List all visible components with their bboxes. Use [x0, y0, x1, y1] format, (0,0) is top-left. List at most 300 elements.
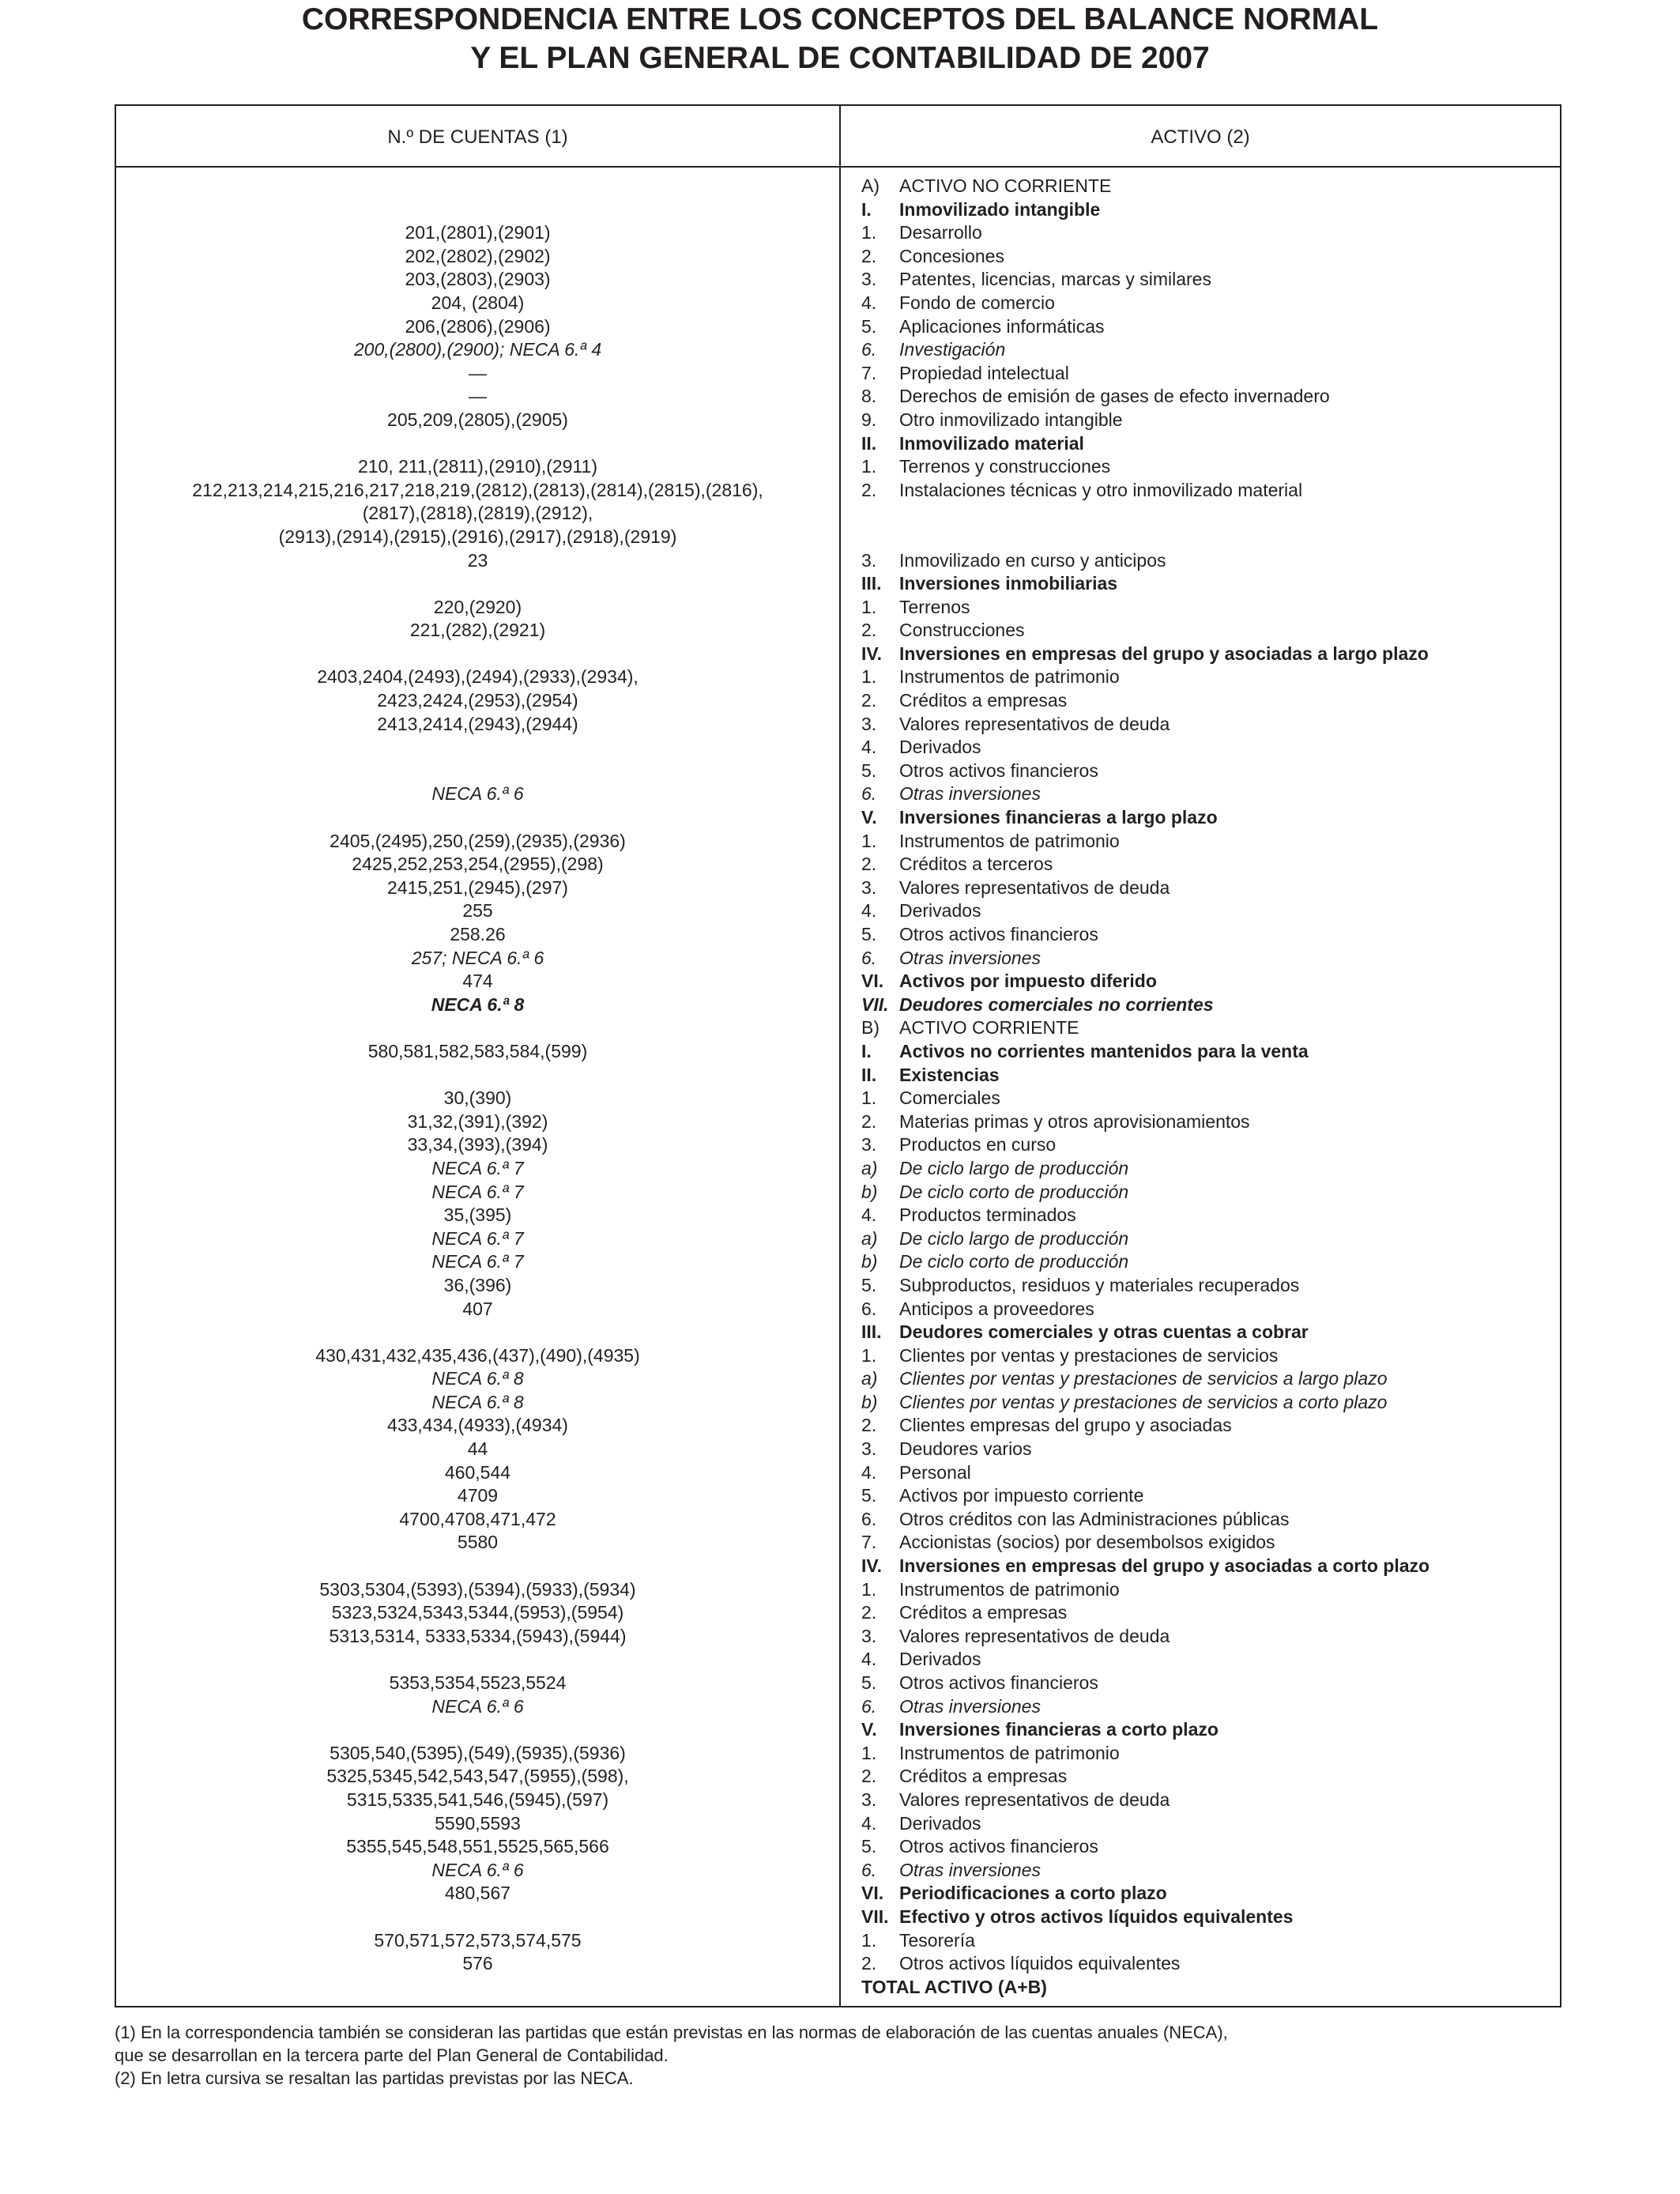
activo-item-number: 1.	[861, 1088, 877, 1109]
activo-item	[861, 1250, 1549, 1274]
footnote-1-line-1: (1) En la correspondencia también se consideran las partidas que están previstas en las normas de elaboración de las cuentas anuales (NECA),	[115, 2022, 1228, 2042]
activo-item-label: Activos por impuesto diferido	[899, 971, 1157, 992]
activo-item-label: Activos no corrientes mantenidos para la venta	[899, 1040, 1309, 1061]
activo-item	[861, 409, 1549, 432]
activo-item	[861, 665, 1549, 689]
activo-item-number: 6.	[861, 1859, 877, 1880]
activo-item	[861, 1181, 1549, 1204]
account-cell	[116, 198, 839, 222]
activo-item	[861, 479, 1549, 503]
account-cell	[116, 175, 839, 198]
activo-item-number: 3.	[861, 1625, 877, 1646]
activo-item	[861, 268, 1549, 292]
activo-item-label: Créditos a empresas	[899, 690, 1068, 711]
activo-item-number: 1.	[861, 596, 877, 617]
activo-item-number: VII.	[861, 993, 889, 1015]
activo-item-number: 5.	[861, 1274, 877, 1295]
account-cell: 4700,4708,471,472	[399, 1508, 556, 1529]
account-cell: 258.26	[450, 924, 506, 944]
account-cell	[116, 1016, 839, 1040]
activo-item	[861, 432, 1549, 456]
account-cell: —	[469, 362, 487, 383]
activo-item	[861, 245, 1549, 269]
activo-item	[861, 362, 1549, 386]
account-cell: NECA 6.ª 7	[431, 1251, 524, 1272]
activo-item-label: Derivados	[899, 900, 981, 922]
activo-item-number: V.	[861, 807, 877, 828]
activo-item	[861, 1274, 1549, 1298]
activo-item	[861, 1555, 1549, 1578]
activo-item-number: 1.	[861, 1742, 877, 1763]
account-cell: —	[469, 386, 487, 407]
account-cell	[116, 1321, 839, 1344]
activo-item-label: Accionistas (socios) por desembolsos exigidos	[899, 1532, 1275, 1553]
activo-item-label: Otros activos financieros	[899, 1672, 1098, 1693]
activo-item-number: 4.	[861, 1649, 877, 1670]
activo-item-number: IV.	[861, 1555, 883, 1577]
account-cell: 210, 211,(2811),(2910),(2911)	[357, 456, 598, 477]
activo-item-number: I.	[861, 198, 872, 220]
account-cell: 460,544	[444, 1461, 511, 1483]
activo-item	[861, 736, 1549, 760]
account-cell: 5303,5304,(5393),(5394),(5933),(5934)	[319, 1578, 636, 1600]
activo-item-number: 1.	[861, 1344, 877, 1366]
activo-item	[861, 713, 1549, 737]
activo-item-label: Activos por impuesto corriente	[899, 1485, 1144, 1506]
activo-item-number: 1.	[861, 456, 877, 477]
activo-item-number: 2.	[861, 1766, 877, 1787]
account-cell: 5323,5324,5343,5344,(5953),(5954)	[331, 1602, 624, 1623]
activo-item-label: ACTIVO NO CORRIENTE	[899, 175, 1112, 196]
activo-item-number: IV.	[861, 643, 883, 664]
activo-item	[861, 596, 1549, 620]
account-cell: NECA 6.ª 7	[431, 1227, 524, 1249]
activo-item	[861, 198, 1549, 222]
activo-item-number: 2.	[861, 620, 877, 641]
activo-item	[861, 1952, 1549, 1976]
activo-item	[861, 1672, 1549, 1695]
activo-item-label: Materias primas y otros aprovisionamientos	[899, 1110, 1250, 1132]
account-cell: 221,(282),(2921)	[409, 620, 546, 641]
activo-item-label: De ciclo largo de producción	[899, 1227, 1129, 1249]
activo-item-number: 2.	[861, 1602, 877, 1623]
account-cell: 5315,5335,541,546,(5945),(597)	[346, 1789, 609, 1810]
activo-item	[861, 1508, 1549, 1532]
activo-item-label: Terrenos	[899, 596, 970, 617]
activo-item-number: 3.	[861, 876, 877, 898]
activo-item	[861, 1789, 1549, 1812]
activo-item-number: 4.	[861, 1204, 877, 1226]
activo-item-label: Instrumentos de patrimonio	[899, 1742, 1120, 1763]
activo-item	[861, 782, 1549, 806]
activo-item-number: 6.	[861, 783, 877, 805]
activo-item	[861, 643, 1549, 666]
activo-item-label: Clientes empresas del grupo y asociadas	[899, 1415, 1232, 1436]
account-cell: 205,209,(2805),(2905)	[387, 409, 568, 430]
account-cell	[116, 1064, 839, 1088]
activo-item-number: 3.	[861, 713, 877, 734]
account-cell: 5353,5354,5523,5524	[389, 1672, 567, 1693]
account-cell: NECA 6.ª 7	[431, 1181, 524, 1202]
activo-item-number: A)	[861, 175, 880, 196]
activo-item-label: Otros activos financieros	[899, 760, 1098, 781]
activo-item-label: Inversiones inmobiliarias	[899, 573, 1118, 594]
activo-item-label: De ciclo corto de producción	[899, 1251, 1129, 1272]
account-cell: 33,34,(393),(394)	[407, 1134, 548, 1155]
activo-item-number: I.	[861, 1040, 872, 1061]
activo-item-label: ACTIVO CORRIENTE	[899, 1017, 1079, 1039]
activo-item-label: Clientes por ventas y prestaciones de servicios a largo plazo	[899, 1368, 1388, 1389]
activo-item-number: b)	[861, 1181, 878, 1202]
activo-item-number: 3.	[861, 1789, 877, 1810]
activo-item-number: 5.	[861, 1836, 877, 1857]
activo-item-label: Otros activos financieros	[899, 1836, 1098, 1857]
account-cell	[116, 806, 839, 830]
activo-item-label: Periodificaciones a corto plazo	[899, 1883, 1167, 1904]
account-cell: 204, (2804)	[431, 292, 525, 313]
activo-item-number: 1.	[861, 1578, 877, 1600]
activo-item-number: 4.	[861, 737, 877, 758]
account-cell	[116, 1906, 839, 1929]
account-cell	[116, 572, 839, 596]
activo-item-label: Derivados	[899, 1812, 981, 1834]
activo-item-label: Comerciales	[899, 1088, 1000, 1109]
account-cell: 430,431,432,435,436,(437),(490),(4935)	[315, 1344, 640, 1366]
account-cell: 202,(2802),(2902)	[405, 245, 551, 266]
title-line-2: Y EL PLAN GENERAL DE CONTABILIDAD DE 2007	[470, 41, 1210, 75]
activo-item-number: 6.	[861, 947, 877, 968]
account-cell: 5313,5314, 5333,5334,(5943),(5944)	[329, 1625, 627, 1646]
account-cell: 220,(2920)	[433, 596, 522, 617]
activo-item-number: 2.	[861, 245, 877, 266]
activo-item	[861, 338, 1549, 362]
account-cell: NECA 6.ª 8	[431, 993, 525, 1015]
activo-item	[861, 853, 1549, 876]
activo-item	[861, 1882, 1549, 1906]
activo-item	[861, 1484, 1549, 1508]
activo-item-label: Inversiones financieras a corto plazo	[899, 1719, 1219, 1740]
activo-item-label: Existencias	[899, 1064, 1000, 1085]
account-cell: 206,(2806),(2906)	[405, 315, 551, 337]
activo-item	[861, 1906, 1549, 1929]
header-activo: ACTIVO (2)	[1151, 126, 1250, 148]
account-cell: NECA 6.ª 6	[431, 1695, 524, 1717]
activo-item	[861, 526, 1549, 549]
activo-item	[861, 1461, 1549, 1485]
account-cell: 474	[462, 971, 493, 992]
activo-item-label: Deudores comerciales y otras cuentas a cobrar	[899, 1321, 1309, 1343]
activo-item	[861, 1718, 1549, 1742]
activo-item-label: Créditos a empresas	[899, 1766, 1068, 1787]
activo-item	[861, 619, 1549, 643]
account-cell	[116, 432, 839, 456]
activo-item-label: Derivados	[899, 737, 981, 758]
account-cell: (2913),(2914),(2915),(2916),(2917),(2918),(2919)	[278, 526, 677, 547]
activo-item-label: Instrumentos de patrimonio	[899, 666, 1120, 688]
activo-item	[861, 315, 1549, 339]
account-cell: 2423,2424,(2953),(2954)	[377, 690, 578, 711]
activo-item-number: a)	[861, 1157, 878, 1178]
account-cell: 35,(395)	[443, 1204, 512, 1226]
account-cell: NECA 6.ª 6	[431, 1859, 524, 1880]
activo-item	[861, 549, 1549, 573]
activo-item-number: 7.	[861, 1532, 877, 1553]
activo-item-label: Deudores varios	[899, 1438, 1032, 1460]
activo-item-number: VI.	[861, 1883, 884, 1904]
activo-item-label: Tesorería	[899, 1929, 975, 1951]
activo-item-number: II.	[861, 432, 877, 454]
activo-item-label: Derivados	[899, 1649, 981, 1670]
account-cell: 203,(2803),(2903)	[405, 269, 551, 290]
activo-item	[861, 1298, 1549, 1321]
account-cell: 2405,(2495),250,(259),(2935),(2936)	[330, 830, 626, 851]
activo-item-number: 9.	[861, 409, 877, 430]
activo-item	[861, 923, 1549, 947]
activo-item-number: b)	[861, 1391, 878, 1412]
activo-item	[861, 1087, 1549, 1110]
activo-item-label: Inversiones en empresas del grupo y asociadas a corto plazo	[899, 1555, 1430, 1577]
account-cell: 255	[462, 900, 493, 922]
correspondence-table	[115, 104, 1561, 2007]
activo-item	[861, 1578, 1549, 1602]
activo-item-label: Clientes por ventas y prestaciones de servicios a corto plazo	[899, 1391, 1388, 1412]
activo-item	[861, 1157, 1549, 1181]
activo-item-label: Inmovilizado en curso y anticipos	[899, 549, 1166, 571]
account-cell: 576	[462, 1953, 493, 1974]
activo-item	[861, 1601, 1549, 1625]
account-cell	[116, 643, 839, 666]
activo-item	[861, 572, 1549, 596]
account-cell: 30,(390)	[443, 1088, 512, 1109]
account-cell: 5580	[457, 1532, 499, 1553]
activo-item-number: 4.	[861, 1812, 877, 1834]
account-cell	[116, 736, 839, 760]
header-accounts: N.º DE CUENTAS (1)	[387, 126, 568, 148]
account-cell: 200,(2800),(2900); NECA 6.ª 4	[353, 339, 602, 360]
activo-item-number: 3.	[861, 1134, 877, 1155]
account-cell: 212,213,214,215,216,217,218,219,(2812),(2813),(2814),(2815),(2816),	[192, 479, 763, 500]
activo-item-number: 3.	[861, 269, 877, 290]
activo-item	[861, 970, 1549, 993]
account-cell: 580,581,582,583,584,(599)	[367, 1040, 588, 1061]
activo-item-number: 7.	[861, 362, 877, 383]
account-cell: 44	[467, 1438, 488, 1460]
activo-item-number: 5.	[861, 924, 877, 944]
account-cell: NECA 6.ª 7	[431, 1157, 524, 1178]
activo-item-label: Investigación	[899, 339, 1006, 360]
activo-item-label: Productos terminados	[899, 1204, 1076, 1226]
account-cell: 433,434,(4933),(4934)	[387, 1415, 568, 1436]
activo-item-number: 5.	[861, 1485, 877, 1506]
activo-item-number: VII.	[861, 1906, 889, 1927]
activo-item-label: Otro inmovilizado intangible	[899, 409, 1123, 430]
activo-item	[861, 1625, 1549, 1649]
account-cell: 5355,545,548,551,5525,565,566	[346, 1836, 609, 1857]
activo-item-label: Valores representativos de deuda	[899, 1789, 1170, 1810]
activo-item-label: Inversiones financieras a largo plazo	[899, 807, 1218, 828]
activo-item-label: Desarrollo	[899, 222, 982, 243]
activo-item-number: VI.	[861, 971, 884, 992]
activo-item-label: Créditos a terceros	[899, 854, 1053, 875]
activo-item	[861, 1765, 1549, 1789]
activo-item-label: Derechos de emisión de gases de efecto invernadero	[899, 386, 1330, 407]
activo-item-number: II.	[861, 1064, 877, 1085]
activo-item	[861, 292, 1549, 315]
activo-item-number: 2.	[861, 690, 877, 711]
activo-item-number: 1.	[861, 830, 877, 851]
activo-item	[861, 1110, 1549, 1134]
header-divider	[116, 166, 1560, 168]
activo-item-label: De ciclo corto de producción	[899, 1181, 1129, 1202]
activo-item	[861, 1133, 1549, 1157]
account-cell: NECA 6.ª 8	[431, 1391, 524, 1412]
account-cell: 480,567	[444, 1883, 511, 1904]
activo-item-label: Subproductos, residuos y materiales recuperados	[899, 1274, 1300, 1295]
activo-item-label: De ciclo largo de producción	[899, 1157, 1129, 1178]
activo-item-label: Inmovilizado intangible	[899, 198, 1101, 220]
activo-item-number: a)	[861, 1368, 878, 1389]
activo-item-number: 4.	[861, 292, 877, 313]
account-cell: 2403,2404,(2493),(2494),(2933),(2934),	[317, 666, 638, 688]
activo-item	[861, 830, 1549, 854]
column-divider	[839, 106, 841, 2006]
activo-item-label: Propiedad intelectual	[899, 362, 1069, 383]
account-cell: 2425,252,253,254,(2955),(298)	[352, 854, 604, 875]
account-cell: NECA 6.ª 8	[431, 1368, 524, 1389]
account-cell: 407	[462, 1298, 493, 1319]
activo-item-label: Anticipos a proveedores	[899, 1298, 1094, 1319]
activo-item-label: Productos en curso	[899, 1134, 1057, 1155]
account-cell: 5590,5593	[435, 1812, 521, 1834]
activo-item	[861, 1812, 1549, 1836]
activo-item-number: 2.	[861, 1953, 877, 1974]
activo-item-number: a)	[861, 1227, 878, 1249]
activo-item	[861, 1695, 1549, 1719]
activo-item	[861, 806, 1549, 830]
activo-item-label: Concesiones	[899, 245, 1004, 266]
activo-item-label: Otras inversiones	[899, 783, 1041, 805]
account-cell: (2817),(2818),(2819),(2912),	[362, 503, 593, 524]
account-cell: 257; NECA 6.ª 6	[411, 947, 544, 968]
account-cell: 570,571,572,573,574,575	[374, 1929, 582, 1951]
activo-item	[861, 760, 1549, 783]
activo-item-label: Patentes, licencias, marcas y similares	[899, 269, 1211, 290]
activo-item	[861, 1976, 1549, 2000]
activo-item-number: III.	[861, 1321, 882, 1343]
accounts-column	[116, 175, 839, 1999]
activo-item	[861, 1016, 1549, 1040]
activo-item	[861, 1438, 1549, 1461]
title-line-1: CORRESPONDENCIA ENTRE LOS CONCEPTOS DEL BALANCE NORMAL	[301, 2, 1379, 36]
activo-item-label: TOTAL ACTIVO (A+B)	[861, 1976, 1047, 1997]
activo-item-number: 5.	[861, 1672, 877, 1693]
activo-item	[861, 1064, 1549, 1088]
activo-item-label: Fondo de comercio	[899, 292, 1055, 313]
activo-item	[861, 502, 1549, 526]
footnotes	[115, 2021, 1228, 2090]
account-cell: NECA 6.ª 6	[431, 783, 524, 805]
activo-item-number: b)	[861, 1251, 878, 1272]
activo-item	[861, 1531, 1549, 1555]
activo-item-number: B)	[861, 1017, 880, 1039]
account-cell	[116, 1976, 839, 2000]
account-cell: 2415,251,(2945),(297)	[387, 876, 568, 898]
activo-item	[861, 947, 1549, 971]
account-cell: 4709	[457, 1485, 499, 1506]
activo-item-label: Terrenos y construcciones	[899, 456, 1111, 477]
activo-item	[861, 1344, 1549, 1368]
account-cell	[116, 1718, 839, 1742]
page-title	[0, 0, 1680, 77]
activo-item	[861, 876, 1549, 900]
activo-item-number: 2.	[861, 1415, 877, 1436]
activo-item-label: Instrumentos de patrimonio	[899, 1578, 1120, 1600]
activo-item	[861, 1367, 1549, 1391]
activo-item-label: Inmovilizado material	[899, 432, 1084, 454]
activo-item-number: 3.	[861, 1438, 877, 1460]
account-cell: 201,(2801),(2901)	[405, 222, 551, 243]
activo-item-label: Personal	[899, 1461, 971, 1483]
activo-item-label: Otros activos financieros	[899, 924, 1098, 944]
activo-item-number: 5.	[861, 315, 877, 337]
activo-item	[861, 1648, 1549, 1672]
activo-item	[861, 1391, 1549, 1415]
account-cell	[116, 760, 839, 783]
activo-item-label: Valores representativos de deuda	[899, 876, 1170, 898]
activo-item-label: Otras inversiones	[899, 947, 1041, 968]
footnote-1-line-2: que se desarrollan en la tercera parte del Plan General de Contabilidad.	[115, 2045, 669, 2065]
activo-item	[861, 1321, 1549, 1344]
activo-item-label: Inversiones en empresas del grupo y asociadas a largo plazo	[899, 643, 1429, 664]
activo-item-label: Aplicaciones informáticas	[899, 315, 1105, 337]
activo-item-number: 4.	[861, 900, 877, 922]
account-cell: 5325,5345,542,543,547,(5955),(598),	[326, 1766, 629, 1787]
activo-item	[861, 1227, 1549, 1251]
activo-item-label: Otras inversiones	[899, 1695, 1041, 1717]
activo-item-label: Valores representativos de deuda	[899, 1625, 1170, 1646]
activo-item-label: Clientes por ventas y prestaciones de servicios	[899, 1344, 1279, 1366]
activo-item	[861, 1414, 1549, 1438]
activo-item-number: 3.	[861, 549, 877, 571]
activo-item-label: Otras inversiones	[899, 1859, 1041, 1880]
activo-item-label: Otros créditos con las Administraciones públicas	[899, 1508, 1290, 1529]
activo-item	[861, 993, 1549, 1017]
footnote-2: (2) En letra cursiva se resaltan las partidas previstas por las NECA.	[115, 2068, 634, 2088]
activo-item	[861, 1835, 1549, 1859]
activo-item-number: III.	[861, 573, 882, 594]
activo-item-label: Créditos a empresas	[899, 1602, 1068, 1623]
activo-column	[861, 175, 1549, 1999]
activo-item-number: 4.	[861, 1461, 877, 1483]
account-cell: 23	[467, 549, 488, 571]
account-cell	[116, 1555, 839, 1578]
activo-item-number: 8.	[861, 386, 877, 407]
activo-item-number: 1.	[861, 1929, 877, 1951]
activo-item	[861, 221, 1549, 245]
activo-item-label: Deudores comerciales no corrientes	[899, 993, 1214, 1015]
activo-item-number: V.	[861, 1719, 877, 1740]
activo-item-number: 2.	[861, 479, 877, 500]
activo-item-label: Otros activos líquidos equivalentes	[899, 1953, 1181, 1974]
activo-item	[861, 1742, 1549, 1766]
activo-item	[861, 1040, 1549, 1064]
activo-item	[861, 455, 1549, 479]
activo-item-number: 1.	[861, 222, 877, 243]
account-cell: 31,32,(391),(392)	[407, 1110, 548, 1132]
account-cell: 36,(396)	[443, 1274, 512, 1295]
activo-item-number: 6.	[861, 339, 877, 360]
activo-item-number: 6.	[861, 1508, 877, 1529]
